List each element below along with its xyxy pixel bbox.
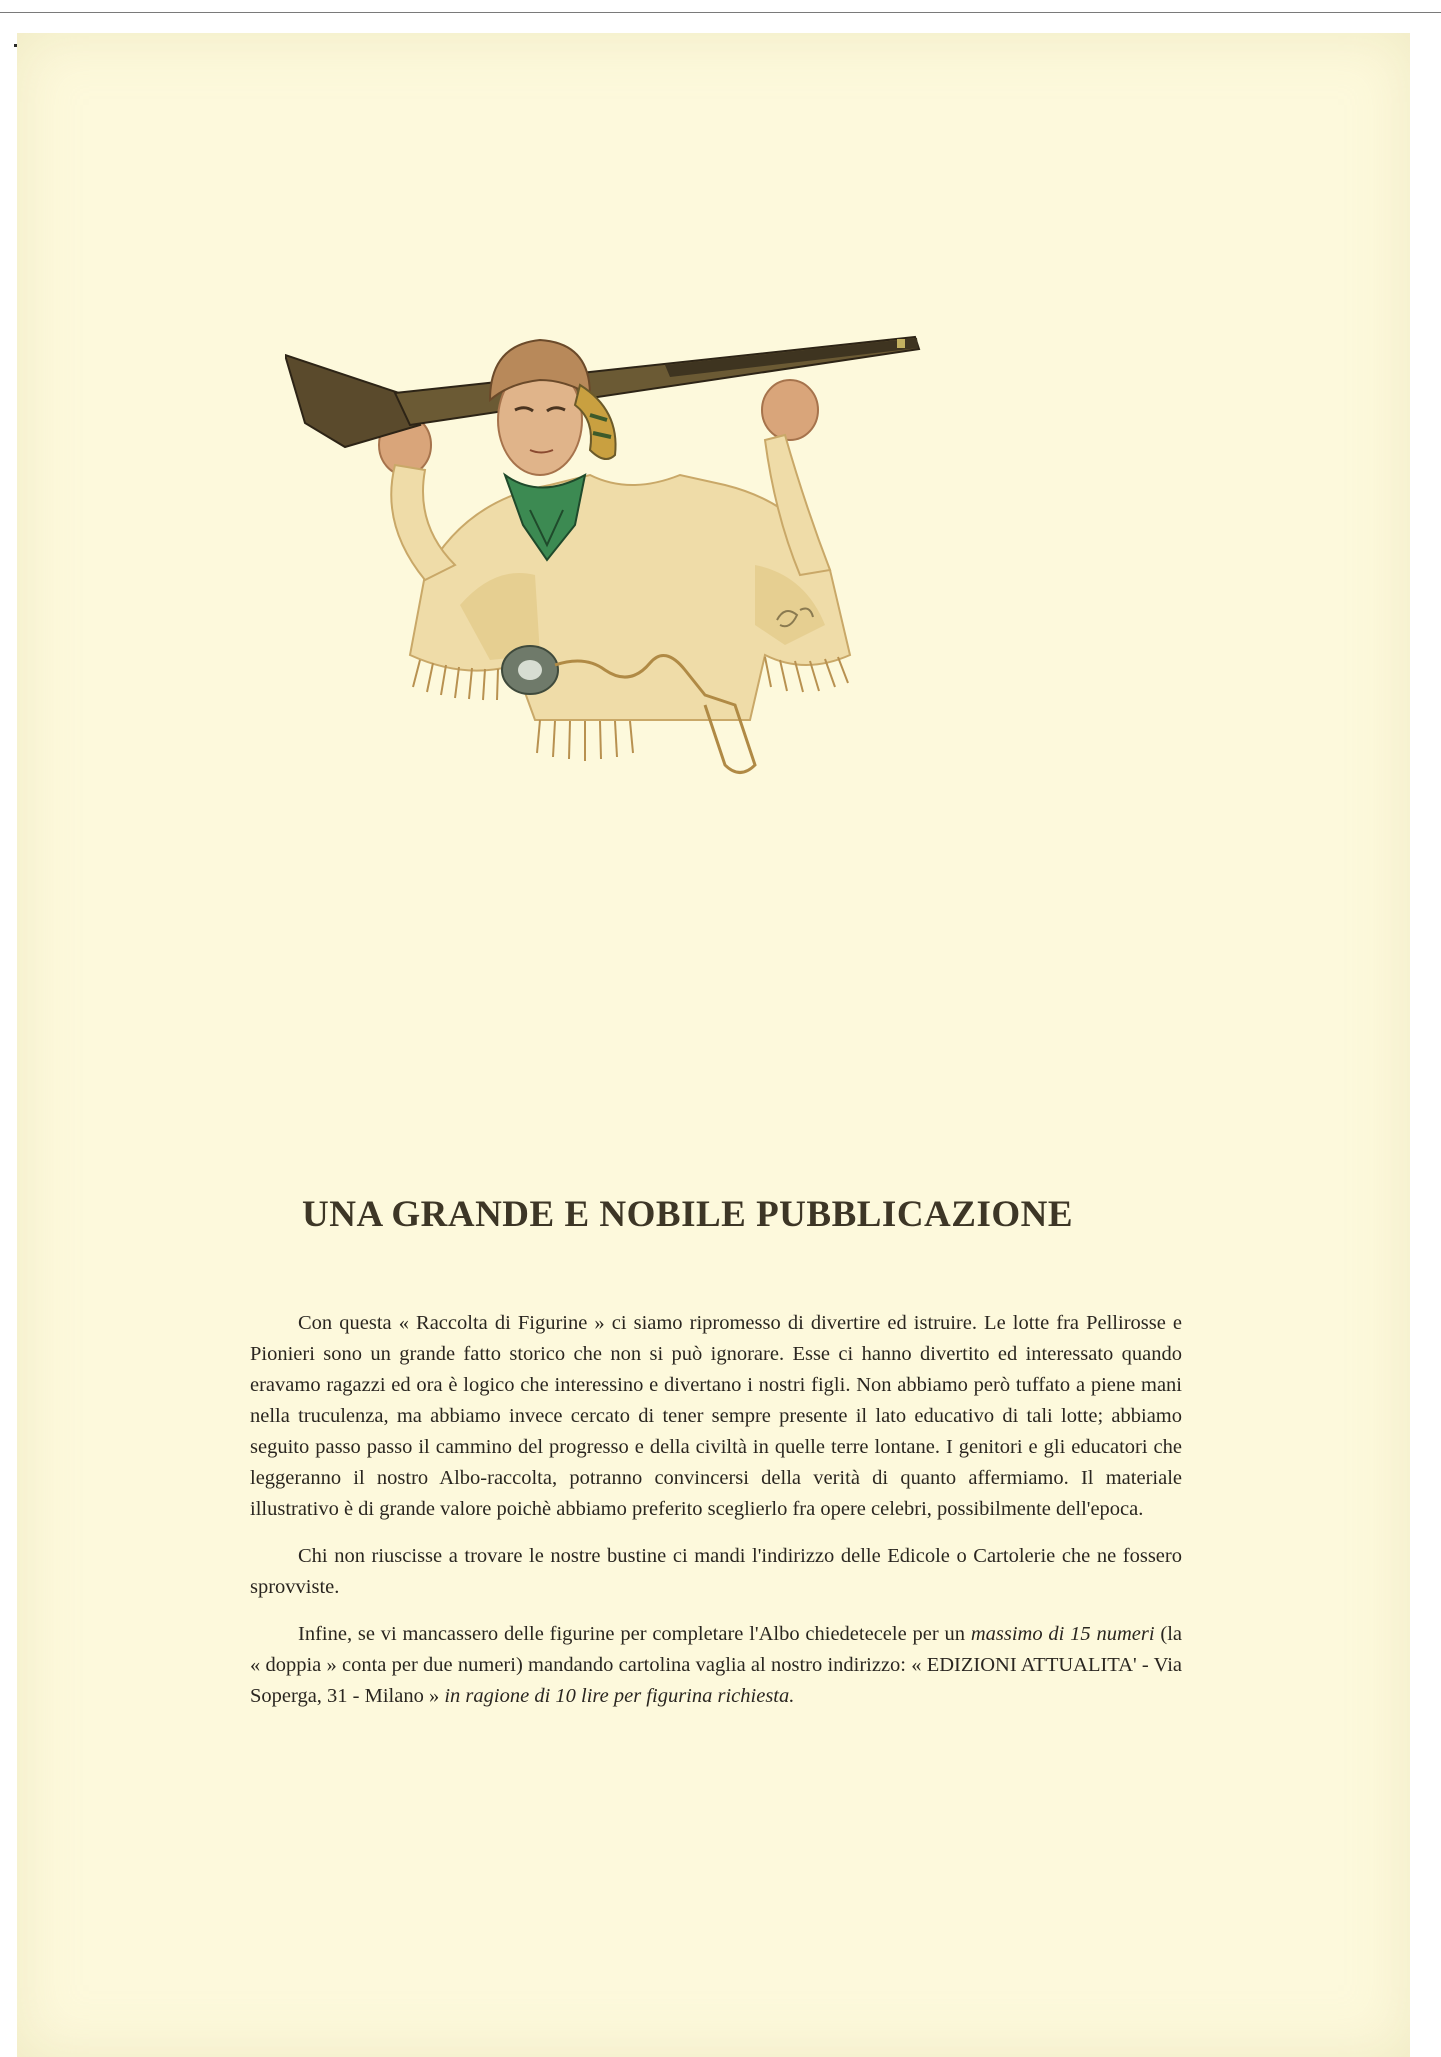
scan-border-line — [0, 12, 1441, 13]
ordering-text-start: Infine, se vi mancassero delle figurine per completare l'Albo chiedetecele per un — [298, 1623, 971, 1645]
page-title: UNA GRANDE E NOBILE PUBBLICAZIONE — [302, 1194, 1074, 1235]
body-text — [250, 1308, 1182, 1728]
ordering-price: in ragione di 10 lire per figurina richiesta. — [444, 1685, 795, 1707]
right-hand — [762, 380, 818, 440]
pioneer-with-rifle-illustration — [285, 325, 1205, 795]
paragraph-intro: Con questa « Raccolta di Figurine » ci siamo ripromesso di divertire ed istruire. Le lotte fra Pellirosse e Pionieri sono un grande fatto storico che non si può ignorare. Esse ci hanno divertito ed interessato quando eravamo ragazzi ed ora è logico che interessino e divertano i nostri figli. Non abbiamo però tuffato a piene mani nella truculenza, ma abbiamo invece cercato di tener sempre presente il lato educativo di tali lotte; abbiamo seguito passo passo il cammino del progresso e della civiltà in quelle terre lontane. I genitori e gli educatori che leggeranno il nostro Albo-raccolta, potranno convincersi della verità di quanto affermiamo. Il materiale illustrativo è di grande valore poichè abbiamo preferito sceglierlo fra opere celebri, possibilmente dell'epoca. — [250, 1312, 1182, 1520]
paragraph-ordering — [250, 1619, 1182, 1712]
paragraph-distribution: Chi non riuscisse a trovare le nostre bustine ci mandi l'indirizzo delle Edicole o Cartolerie che ne fossero sprovviste. — [250, 1545, 1182, 1598]
ordering-limit: massimo di 15 numeri — [970, 1623, 1155, 1645]
ordering-text-middle: (la « doppia » conta per due numeri) mandando cartolina vaglia al nostro indirizzo: « EDIZIONI ATTUALITA' - Via Soperga, 31 - Milano » — [250, 1623, 1182, 1707]
